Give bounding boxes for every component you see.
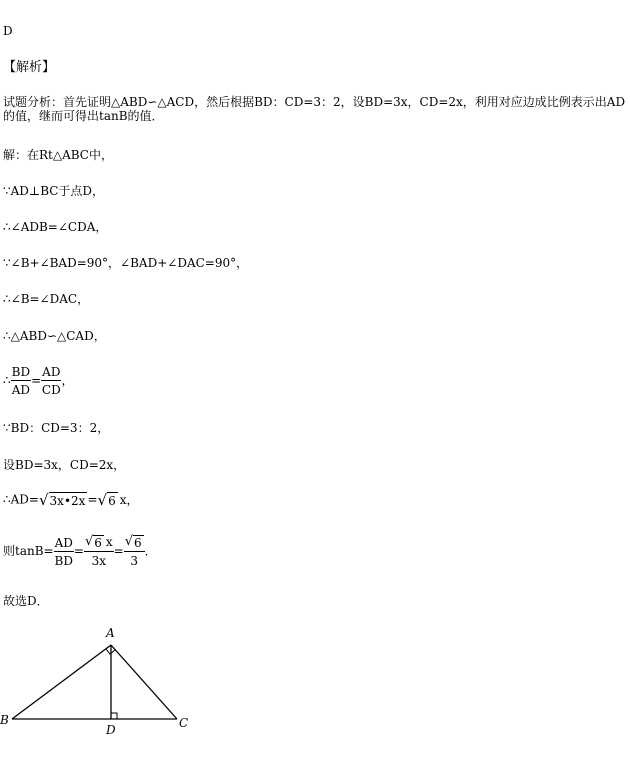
answer-letter: D: [3, 24, 13, 38]
segment-ac: [111, 645, 177, 719]
step-3: ∴∠ADB=∠CDA，: [3, 220, 108, 234]
section-title: 【解析】: [3, 60, 56, 75]
fraction-root6x-3x: √ 6 x 3x: [84, 534, 113, 568]
label-b: B: [0, 713, 9, 727]
label-d: D: [106, 723, 116, 737]
step-2: ∵AD⊥BC于点D，: [3, 184, 105, 198]
step-11-tan: 则tanB= $\frac{AD}{BD}$ = √ 6 x 3x = √ 6 3 ．: [3, 534, 157, 568]
step-7-prefix: ∴: [3, 373, 11, 388]
triangle-figure: [0, 620, 200, 745]
segment-ab: [12, 645, 111, 719]
radical-3x-2x: √ 3x•2x: [38, 491, 86, 509]
analysis-text: 试题分析：首先证明△ABD∽△ACD，然后根据BD：CD=3：2，设BD=3x，CD=2x，利用对应边成比例表示出AD的值，继而可得出tanB的值．: [3, 95, 626, 123]
fraction-root6-3: √ 6 3: [124, 535, 145, 568]
step-9: 设BD=3x，CD=2x，: [3, 458, 126, 472]
step-6: ∴△ABD∽△CAD，: [3, 329, 106, 343]
fraction-ad-cd: $\frac{AD}{CD}$: [41, 365, 61, 397]
fraction-ad-bd: $\frac{AD}{BD}$: [54, 535, 73, 568]
step-5: ∴∠B=∠DAC，: [3, 292, 90, 306]
fraction-bd-ad: $\frac{BD}{AD}$: [11, 365, 31, 397]
step-10-ad-value: ∴AD= √ 3x•2x = √ 6 x，: [3, 491, 139, 509]
step-1: 解：在Rt△ABC中，: [3, 148, 113, 162]
step-4: ∵∠B+∠BAD=90°，∠BAD+∠DAC=90°，: [3, 256, 249, 270]
step-8: ∵BD：CD=3：2，: [3, 421, 110, 435]
label-a: A: [106, 626, 115, 640]
right-angle-mark-d: [111, 713, 117, 719]
label-c: C: [179, 716, 189, 730]
radical-6: √ 6: [97, 491, 116, 509]
step-12-conclusion: 故选D．: [3, 594, 49, 608]
step-7-proportion: ∴ $\frac{BD}{AD}$ = $\frac{AD}{CD}$ ，: [3, 365, 74, 397]
